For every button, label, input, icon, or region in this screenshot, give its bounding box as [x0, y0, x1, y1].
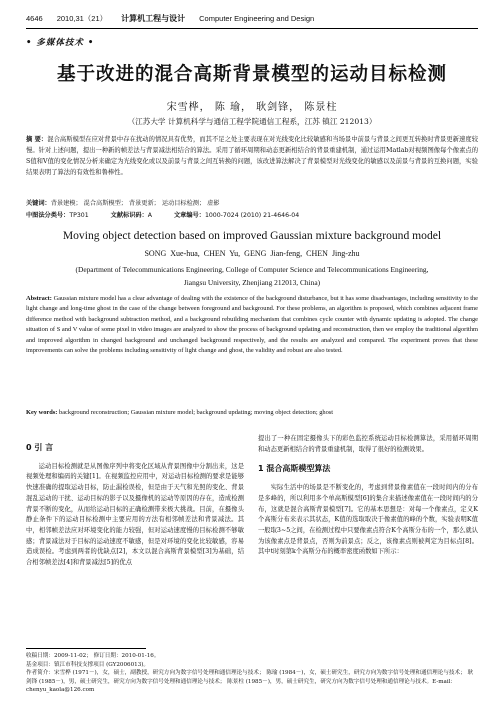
- article-id: 文章编号：1000-7024 (2010) 21-4646-04: [174, 212, 300, 219]
- affiliation-en-line1: (Department of Telecommunications Engineering, College of Computer Science and Telecommunications Engineering,: [75, 265, 429, 274]
- abstract-en: [26, 294, 478, 356]
- classification-line: [26, 210, 478, 219]
- paper-title-cn: 基于改进的混合高斯背景模型的运动目标检测: [56, 64, 447, 85]
- right-column: [258, 434, 478, 558]
- keywords-cn: [26, 198, 478, 207]
- footnote-received: 收稿日期：2009-11-02； 修订日期：2010-01-16。: [26, 653, 160, 659]
- page-number: 4646: [26, 13, 43, 23]
- authors-cn: 宋雪桦， 陈 瑜， 耿剑锋， 陈景柱: [166, 102, 338, 113]
- keywords-en: [26, 408, 478, 418]
- running-header: [26, 10, 478, 26]
- abstract-cn-label: 摘 要：: [26, 136, 48, 143]
- document-code: 文献标识码：A: [110, 212, 152, 219]
- keywords-en-text: background reconstruction; Gaussian mixture model; background updating; moving object detection; ghost: [57, 409, 334, 416]
- abstract-cn: [26, 134, 478, 178]
- affiliation-cn: （江苏大学 计算机科学与通信工程学院通信工程系，江苏 镇江 212013）: [127, 117, 377, 126]
- column-tag: • 多媒体技术 •: [26, 38, 95, 48]
- journal-name-en: Computer Engineering and Design: [199, 13, 315, 23]
- paper-title-en: Moving object detection based on improved Gaussian mixture background model: [62, 229, 442, 242]
- gmm-paragraph: 实际生活中的场景是不断变化的，考虑到背景像素值在一段时间内的分布是多峰的，所以利用多个单高斯模型[6]的集合来描述像素值在一段时间内的分布，这就是混合高斯背景模型[7]。它的基本思想是：对每一个像素点，定义K个高斯分布来表示其状态，K值的选取取决于像素值的峰的个数，实验表明K值一般取3~5之间，在检测过程中只要像素点符合K个高斯分布的一个，那么就认为该像素点是背景点，否则为前景点；反之，该像素点则被判定为目标点[8]。其中t时刻第k个高斯分布的概率密度函数如下所示：: [258, 484, 478, 556]
- section-heading-gmm: 1 混合高斯模型算法: [258, 464, 331, 474]
- clc-number: 中图法分类号：TP301: [26, 212, 89, 219]
- abstract-en-text: Gaussian mixture model has a clear advantage of dealing with the existence of the background disturbance, but it has some disadvantages, including sensitivity to the light change and long-time ghost in the case of the change between foreground and background. For these problems, an algorithm is proposed, which combines adjacent frame difference method with background subtraction method, and a background rebuilding mechanism that combines cycle counter with dynamic updating is adopted. The change situation of S and V value of some pixel in video images are analyzed to show the process of background updating and reconstruction, then we employ the traditional algorithm and improved algorithm in changed background and unchanged background respectively, and the results are analyzed and compared. The experiment proves that these improvements can solve the problems including sensitivity of light change and ghost, the validity and robust are also tested.: [26, 295, 478, 355]
- abstract-en-label: Abstract:: [26, 295, 52, 302]
- introduction-paragraph: 运动目标检测就是从图像序列中将变化区域从背景图像中分割出来，这是视频处理和编码的关键[1]。在视频监控应用中，对运动目标检测的要求是能够快速准确的提取运动目标，防止漏检误检，但是由于天气和光照的变化、背景混乱运动的干扰、运动目标的影子以及摄像机的运动等原因的存在，造成检测背景不断的变化，从而给运动目标的正确检测带来极大挑战。目前，在摄像头静止条件下的运动目标检测中主要应用的方法有相邻帧差法和背景减法。其中，相邻帧差法应对环境变化的能力较强，但对运动速度慢的目标检测不够敏感；背景减法对于目标的运动速度不敏感，但是对环境的变化比较敏感，容易造成误检。考虑到两者的优缺点[2]，本文以混合高斯背景模型[3]为基础，结合相邻帧差法[4]和背景减法[5]的优点: [26, 462, 244, 567]
- journal-name: 计算机工程与设计: [121, 13, 186, 23]
- keywords-cn-label: 关键词：: [26, 200, 51, 207]
- right-paragraph-continued: 提出了一种在固定摄像头下的彩色监控系统运动目标检测算法，采用循环周期和动态更新相结合的背景重建机制，取得了很好的检测效果。: [258, 435, 478, 453]
- authors-en: SONG Xue-hua, CHEN Yu, GENG Jian-feng, CHEN Jing-zhu: [144, 249, 360, 258]
- footnote-rule: [26, 648, 146, 649]
- footnote-fund: 基金项目：镇江市科技支撑项目 (GY2006013)。: [26, 661, 150, 668]
- section-heading-introduction: 0 引 言: [26, 443, 54, 452]
- issue-info: 2010,31（21）: [56, 13, 108, 23]
- keywords-cn-text: 背景建模； 混合高斯模型； 背景更新； 运动目标检测； 虚影: [50, 200, 220, 207]
- abstract-cn-text: 混合高斯模型在应对背景中存在扰动的情况具有优势，而其不足之处主要表现在对光线变化比较敏感和当场景中前景与背景之间更互转换时背景更新速度较慢。针对上述问题，提出一种新的帧差法与背景减法相结合的算法。采用了循环周期和动态更新相结合的背景重建机制，通过运用Matlab对视频图像每个像素点的S值和V值的变化情况分析来确定为光线变化或以及前景与背景之间互转换的问题，该改进算法解决了背景模型对光线变化的敏感以及前景与背景的互换问题，实验结果表明了算法的有效性和鲁棒性。: [26, 136, 479, 176]
- footnotes: [26, 652, 478, 695]
- left-column: [26, 434, 244, 569]
- affiliation-en: [26, 263, 478, 289]
- footnote-bio: 作者简介：宋雪桦 (1971－)，女，硕士，副教授，研究方向为数字信号处理和通信理论与技术； 陈瑜 (1984－)，女，硕士研究生，研究方向为数字信号处理和通信理论与技术； 耿剑锋 (1985－)，男，硕士研究生，研究方向为数字信号处理和通信理论与技术； 陈景柱 (1985－)，男，硕士研究生，研究方向为数字信号处理和通信理论与技术。E-mail：chenyu_kaola@126.com: [26, 670, 474, 694]
- affiliation-en-line2: Jiangsu University, Zhenjiang 212013, China): [183, 278, 321, 287]
- header-rule: [26, 28, 478, 29]
- keywords-en-label: Key words:: [26, 409, 58, 416]
